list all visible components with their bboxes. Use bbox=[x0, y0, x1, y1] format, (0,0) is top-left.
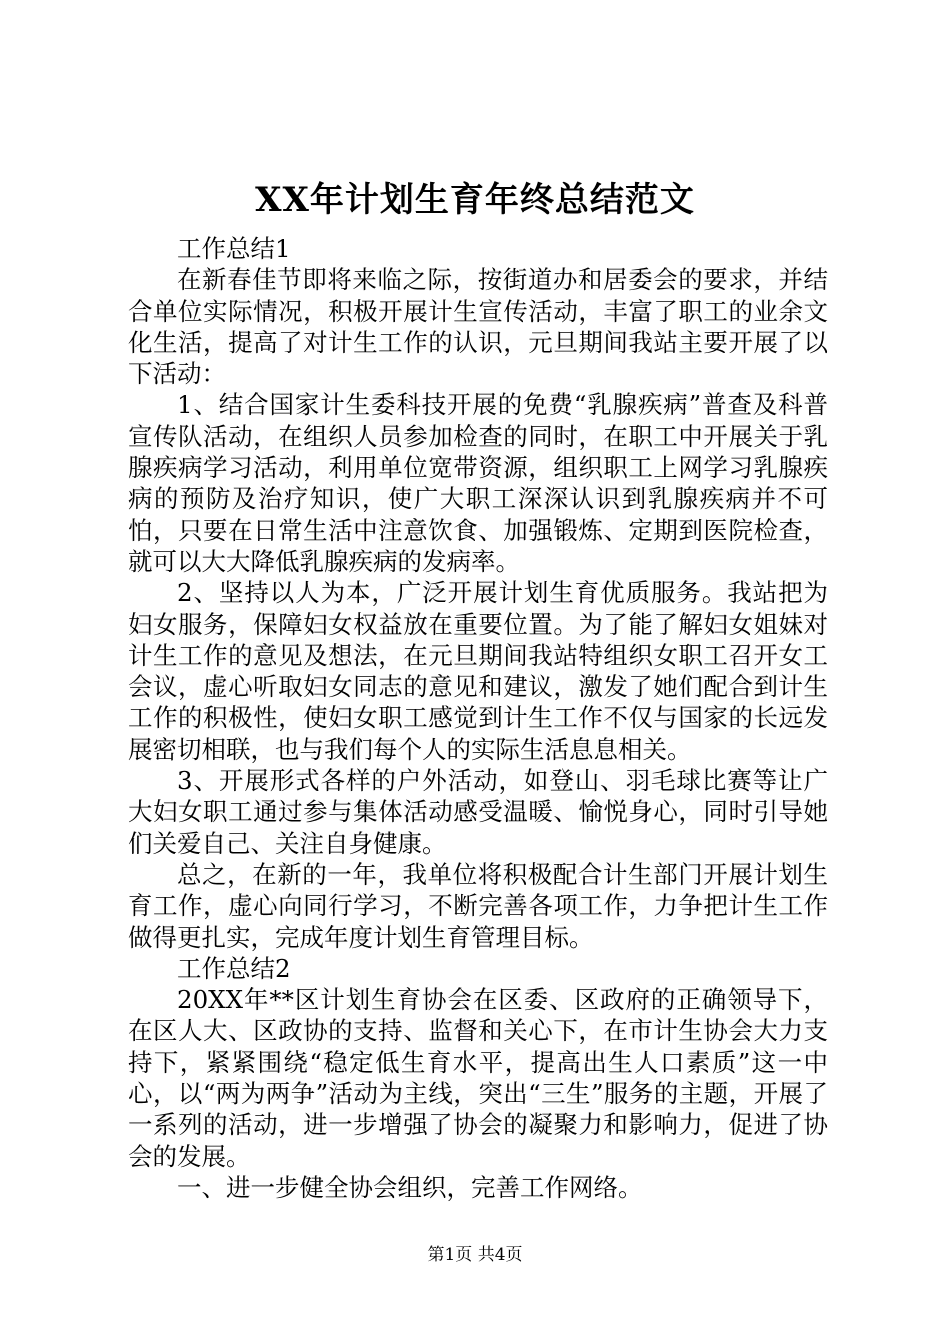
section-heading-1: 工作总结1 bbox=[177, 234, 291, 263]
page-number-footer: 第1页 共4页 bbox=[427, 1245, 523, 1265]
paragraph-intro: 在新春佳节即将来临之际，按街道办和居委会的要求，并结合单位实际情况，积极开展计生宣传活动，丰富了职工的业余文化生活，提高了对计生工作的认识，元旦期间我站主要开展了以下活动： bbox=[128, 265, 828, 389]
paragraph-item-2: 2、坚持以人为本，广泛开展计划生育优质服务。我站把为妇女服务，保障妇女权益放在重要位置。为了能了解妇女姐妹对计生工作的意见及想法，在元旦期间我站特组织女职工召开女工会议，虚心听取妇女同志的意见和建议，激发了她们配合到计生工作的积极性，使妇女职工感觉到计生工作不仅与国家的长远发展密切相联，也与我们每个人的实际生活息息相关。 bbox=[128, 578, 828, 764]
paragraph-item-3: 3、开展形式各样的户外活动，如登山、羽毛球比赛等让广大妇女职工通过参与集体活动感受温暖、愉悦身心，同时引导她们关爱自己、关注自身健康。 bbox=[128, 766, 828, 858]
section-heading-2: 工作总结2 bbox=[177, 953, 291, 983]
paragraph-subheading-1: 一、进一步健全协会组织，完善工作网络。 bbox=[177, 1172, 643, 1202]
paragraph-summary-2: 20XX年**区计划生育协会在区委、区政府的正确领导下，在区人大、区政协的支持、监督和关心下，在市计生协会大力支持下，紧紧围绕“稳定低生育水平，提高出生人口素质”这一中心，以“两为两争”活动为主线，突出“三生”服务的主题，开展了一系列的活动，进一步增强了协会的凝聚力和影响力，促进了协会的发展。 bbox=[128, 985, 828, 1171]
document-body bbox=[128, 233, 828, 1203]
document-title: XX年计划生育年终总结范文 bbox=[255, 180, 695, 220]
paragraph-conclusion: 总之，在新的一年，我单位将积极配合计生部门开展计划生育工作，虚心向同行学习，不断完善各项工作，力争把计生工作做得更扎实，完成年度计划生育管理目标。 bbox=[128, 859, 828, 952]
paragraph-item-1: 1、结合国家计生委科技开展的免费“乳腺疾病”普查及科普宣传队活动，在组织人员参加检查的同时，在职工中开展关于乳腺疾病学习活动，利用单位宽带资源，组织职工上网学习乳腺疾病的预防及治疗知识，使广大职工深深认识到乳腺疾病并不可怕，只要在日常生活中注意饮食、加强锻炼、定期到医院检查，就可以大大降低乳腺疾病的发病率。 bbox=[128, 390, 828, 576]
